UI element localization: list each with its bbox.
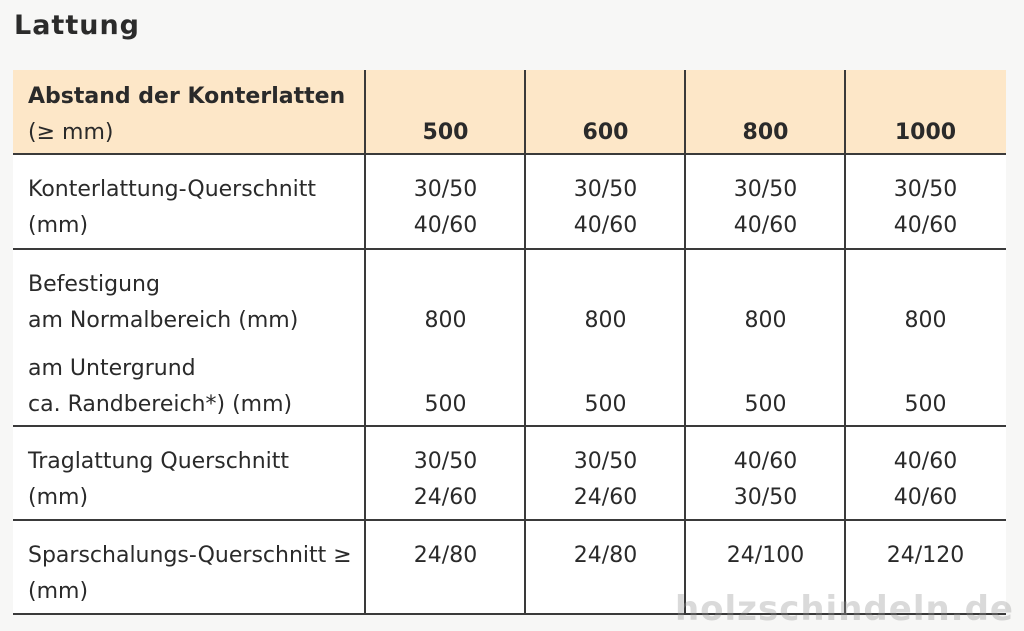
lattung-table bbox=[13, 70, 1006, 615]
watermark: holzschindeln.de bbox=[674, 589, 1014, 629]
row2-col2-value2: 500 bbox=[584, 392, 627, 417]
row4-label-line2: (mm) bbox=[28, 579, 89, 604]
row2-col2-value1: 800 bbox=[584, 308, 627, 333]
row2-col1-value1: 800 bbox=[424, 308, 467, 333]
row1-col1-value2: 40/60 bbox=[413, 213, 478, 238]
row-divider bbox=[13, 519, 1006, 521]
row3-col1-value2: 24/60 bbox=[413, 485, 478, 510]
row3-col3-value2: 30/50 bbox=[733, 485, 798, 510]
column-divider bbox=[684, 70, 686, 615]
row4-col1-value1: 24/80 bbox=[413, 543, 478, 568]
row3-col2-value1: 30/50 bbox=[573, 449, 638, 474]
row-divider bbox=[13, 153, 1006, 155]
header-label bbox=[28, 79, 345, 151]
row2-col3-value2: 500 bbox=[744, 392, 787, 417]
row2-label-line1: Befestigung bbox=[28, 272, 160, 297]
row1-col4-value1: 30/50 bbox=[893, 177, 958, 202]
row2-label-line4: ca. Randbereich*) (mm) bbox=[28, 392, 293, 417]
row-divider bbox=[13, 425, 1006, 427]
row1-col1-value1: 30/50 bbox=[413, 177, 478, 202]
row2-col4-value2: 500 bbox=[904, 392, 947, 417]
row1-col4-value2: 40/60 bbox=[893, 213, 958, 238]
header-label-title: Abstand der Konterlatten bbox=[28, 84, 346, 109]
header-label-unit: (≥ mm) bbox=[28, 120, 114, 145]
row3-label-line1: Traglattung Querschnitt bbox=[28, 449, 290, 474]
column-divider bbox=[844, 70, 846, 615]
row2-col3-value1: 800 bbox=[744, 308, 787, 333]
row3-col4-value2: 40/60 bbox=[893, 485, 958, 510]
column-divider bbox=[524, 70, 526, 615]
row1-col3-value2: 40/60 bbox=[733, 213, 798, 238]
page-title: Lattung bbox=[14, 10, 141, 41]
row3-col3-value1: 40/60 bbox=[733, 449, 798, 474]
row-divider bbox=[13, 248, 1006, 250]
row4-col3-value1: 24/100 bbox=[726, 543, 805, 568]
header-col-1000: 1000 bbox=[894, 120, 957, 145]
row1-col3-value1: 30/50 bbox=[733, 177, 798, 202]
header-col-500: 500 bbox=[422, 120, 469, 145]
row4-col4-value1: 24/120 bbox=[886, 543, 965, 568]
row2-col4-value1: 800 bbox=[904, 308, 947, 333]
row3-label-line2: (mm) bbox=[28, 485, 89, 510]
row1-col2-value1: 30/50 bbox=[573, 177, 638, 202]
column-divider bbox=[364, 70, 366, 615]
row3-col4-value1: 40/60 bbox=[893, 449, 958, 474]
row1-label-line1: Konterlattung-Querschnitt bbox=[28, 177, 317, 202]
row2-label-line3: am Untergrund bbox=[28, 356, 196, 381]
row1-col2-value2: 40/60 bbox=[573, 213, 638, 238]
row4-col2-value1: 24/80 bbox=[573, 543, 638, 568]
header-col-800: 800 bbox=[742, 120, 789, 145]
row4-label-line1: Sparschalungs-Querschnitt ≥ bbox=[28, 543, 352, 568]
header-col-600: 600 bbox=[582, 120, 629, 145]
row3-col1-value1: 30/50 bbox=[413, 449, 478, 474]
row2-label-line2: am Normalbereich (mm) bbox=[28, 308, 299, 333]
row1-label-line2: (mm) bbox=[28, 213, 89, 238]
row3-col2-value2: 24/60 bbox=[573, 485, 638, 510]
row2-col1-value2: 500 bbox=[424, 392, 467, 417]
